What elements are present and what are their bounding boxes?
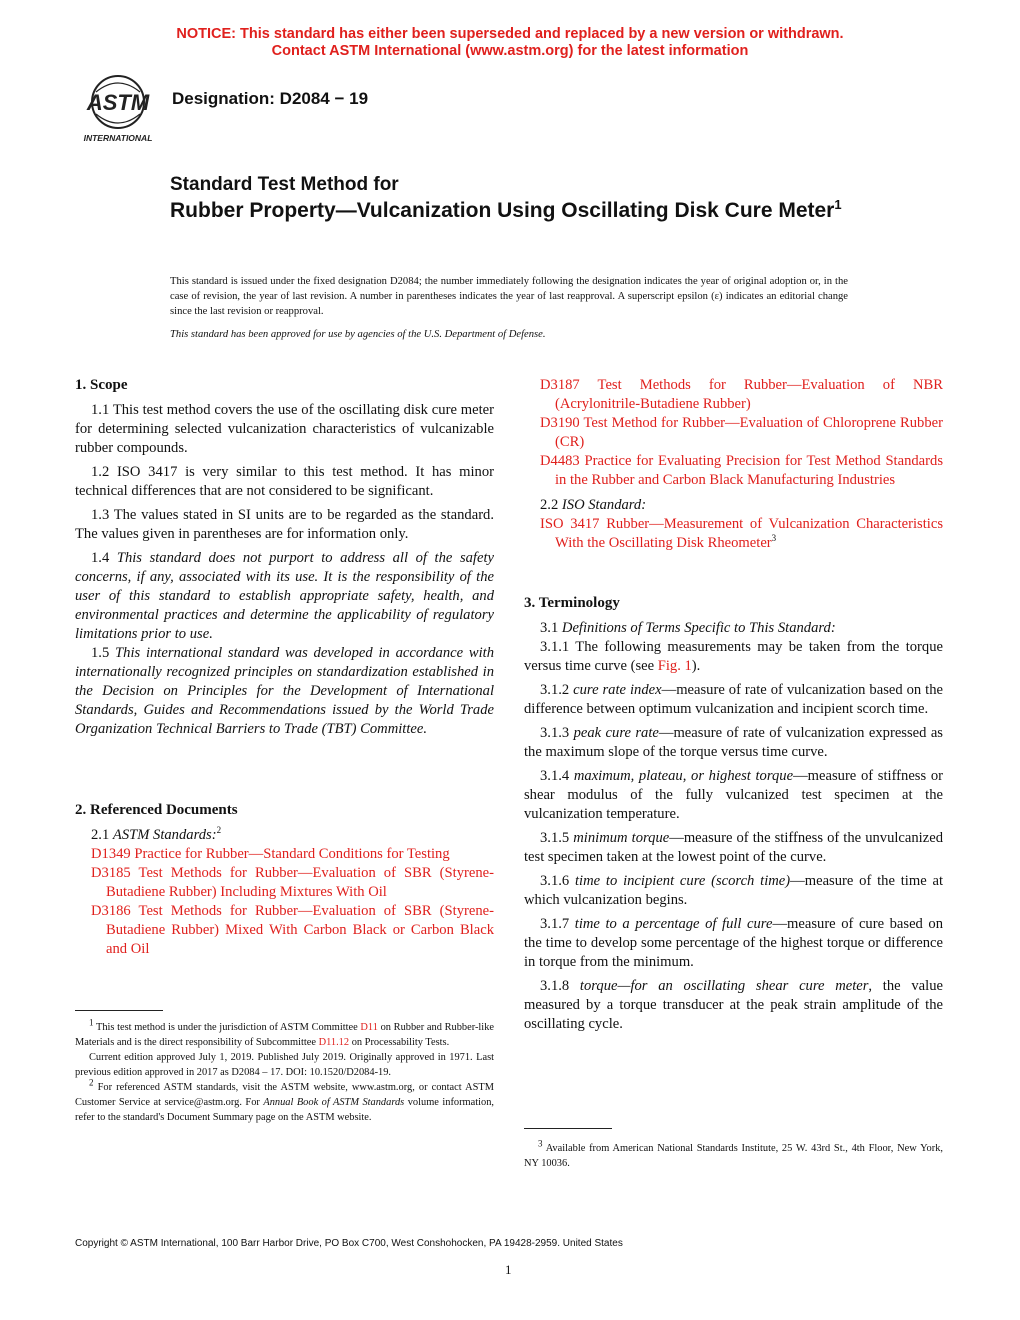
- ref-d4483[interactable]: D4483 Practice for Evaluating Precision for Test Method Standards in the Rubber and Carbon Black Manufacturing Industries: [540, 453, 943, 488]
- ref-d3190[interactable]: D3190 Test Method for Rubber—Evaluation of Chloroprene Rubber (CR): [540, 415, 943, 450]
- terminology-section: [524, 594, 943, 1034]
- notice-line-2: Contact ASTM International (www.astm.org) for the latest information: [271, 43, 749, 59]
- referenced-heading: 2. Referenced Documents: [75, 802, 238, 818]
- term-3-1-1: 3.1.1 The following measurements may be taken from the torque versus time curve (see Fig. 1).: [524, 639, 943, 674]
- svg-text:INTERNATIONAL: INTERNATIONAL: [83, 133, 153, 143]
- title-line-2: [170, 198, 890, 223]
- withdrawn-notice: [0, 26, 1020, 60]
- issuance-note: This standard is issued under the fixed designation D2084; the number immediately following the designation indicates the year of original adoption or, in the case of revision, the year of last revision. A number in parentheses indicates the year of last reapproval. A superscript epsilon (ε) indicates an editorial change since the last revision or reapproval.: [170, 276, 848, 317]
- footnote-1: $^1$ This test method is under the jurisdiction of ASTM Committee D11 on Rubber and Rubber-like Materials and is the direct responsibility of Subcommittee D11.12 on Processability Tests.: [75, 1017, 494, 1048]
- scope-1-5: 1.5 This international standard was developed in accordance with internationally recognized principles on standardization established in the Decision on Principles for the Development of International Standards, Guides and Recommendations issued by the World Trade Organization Technical Barriers to Trade (TBT) Committee.: [75, 645, 495, 737]
- term-3-1-2: 3.1.2 cure rate index—measure of rate of vulcanization based on the difference between optimum vulcanization and incipient scorch time.: [524, 682, 943, 717]
- link-fig-1[interactable]: Fig. 1: [657, 658, 692, 674]
- footnote-rule-left: [75, 1010, 163, 1011]
- footnote-2: $^2$ For referenced ASTM standards, visit the ASTM website, www.astm.org, or contact ASTM Customer Service at service@astm.org. For Annual Book of ASTM Standards volume information, refer to the standard's Document Summary page on the ASTM website.: [75, 1077, 495, 1123]
- scope-1-2: 1.2 ISO 3417 is very similar to this test method. It has minor technical differences that are not considered to be significant.: [75, 464, 494, 499]
- link-d11-12[interactable]: D11.12: [318, 1037, 350, 1048]
- referenced-section: [75, 801, 494, 959]
- term-3-1-5: 3.1.5 minimum torque—measure of the stiffness of the unvulcanized test specimen taken at the lowest point of the curve.: [524, 830, 943, 865]
- designation: Designation: D2084 − 19: [172, 89, 369, 108]
- footnote-1-edition: Current edition approved July 1, 2019. Published July 2019. Originally approved in 1971. Last previous edition approved in 2017 as D2084 – 17. DOI: 10.1520/D2084-19.: [75, 1052, 494, 1078]
- term-3-1-7: 3.1.7 time to a percentage of full cure—measure of cure based on the time to develop some percentage of the highest torque or difference in torque from the minimum.: [524, 916, 944, 970]
- title-line-1: Standard Test Method for: [170, 174, 399, 195]
- term-3-1-3: 3.1.3 peak cure rate—measure of rate of vulcanization expressed as the maximum slope of the torque versus time curve.: [524, 725, 943, 760]
- scope-1-4: 1.4 This standard does not purport to address all of the safety concerns, if any, associated with its use. It is the responsibility of the user of this standard to establish appropriate safety, health, and environmental practices and determine the applicability of regulatory limitations prior to use.: [75, 550, 494, 642]
- dod-approval-note: This standard has been approved for use by agencies of the U.S. Department of Defense.: [170, 329, 546, 340]
- footnotes-right: [524, 1138, 943, 1171]
- astm-standards-label: 2.1 ASTM Standards:$^2$: [91, 825, 222, 843]
- scope-1-1: 1.1 This test method covers the use of the oscillating disk cure meter for determining selected vulcanization characteristics of vulcanizable rubber compounds.: [75, 402, 494, 456]
- title-footnote-ref[interactable]: 1: [834, 197, 842, 212]
- iso-standard-label: 2.2 ISO Standard:: [540, 497, 647, 513]
- ref-iso-3417[interactable]: ISO 3417 Rubber—Measurement of Vulcanization Characteristics With the Oscillating Disk Rheometer$^3$: [540, 516, 943, 551]
- scope-1-3: 1.3 The values stated in SI units are to be regarded as the standard. The values given in parentheses are for information only.: [75, 507, 494, 542]
- footnote-rule-right: [524, 1128, 612, 1129]
- ref-d3185[interactable]: D3185 Test Methods for Rubber—Evaluation of SBR (Styrene-Butadiene Rubber) Including Mixtures With Oil: [91, 865, 494, 900]
- term-3-1-8: 3.1.8 torque—for an oscillating shear cure meter, the value measured by a torque transducer at the peak strain amplitude of the oscillating cycle.: [524, 978, 943, 1032]
- ref-d3187[interactable]: D3187 Test Methods for Rubber—Evaluation of NBR (Acrylonitrile-Butadiene Rubber): [540, 377, 944, 412]
- term-3-1-4: 3.1.4 maximum, plateau, or highest torque—measure of stiffness or shear modulus of the fully vulcanized test specimen at the vulcanization temperature.: [524, 768, 943, 822]
- scope-heading: 1. Scope: [75, 377, 128, 393]
- footnotes-left: [75, 1017, 495, 1125]
- ref-d1349[interactable]: D1349 Practice for Rubber—Standard Conditions for Testing: [91, 846, 450, 862]
- notice-line-1: NOTICE: This standard has either been superseded and replaced by a new version or withdrawn.: [176, 26, 844, 42]
- link-d11[interactable]: D11: [360, 1022, 378, 1033]
- page-number: 1: [505, 1262, 512, 1277]
- footnote-3: $^3$ Available from American National Standards Institute, 25 W. 43rd St., 4th Floor, New York, NY 10036.: [524, 1138, 943, 1169]
- copyright: Copyright © ASTM International, 100 Barr Harbor Drive, PO Box C700, West Conshohocken, PA 19428-2959. United States: [75, 1238, 623, 1249]
- terminology-heading: 3. Terminology: [524, 595, 620, 611]
- referenced-continued: [524, 376, 943, 553]
- ref-d3186[interactable]: D3186 Test Methods for Rubber—Evaluation of SBR (Styrene-Butadiene Rubber) Mixed With Carbon Black or Carbon Black and Oil: [91, 903, 494, 957]
- astm-logo: [72, 74, 164, 144]
- svg-text:ASTM: ASTM: [86, 90, 150, 115]
- term-3-1-6: 3.1.6 time to incipient cure (scorch time)—measure of the time at which vulcanization begins.: [524, 873, 944, 908]
- term-3-1: 3.1 Definitions of Terms Specific to This Standard:: [540, 620, 836, 636]
- title-main: Rubber Property—Vulcanization Using Oscillating Disk Cure Meter: [170, 199, 835, 222]
- scope-section: [75, 376, 494, 739]
